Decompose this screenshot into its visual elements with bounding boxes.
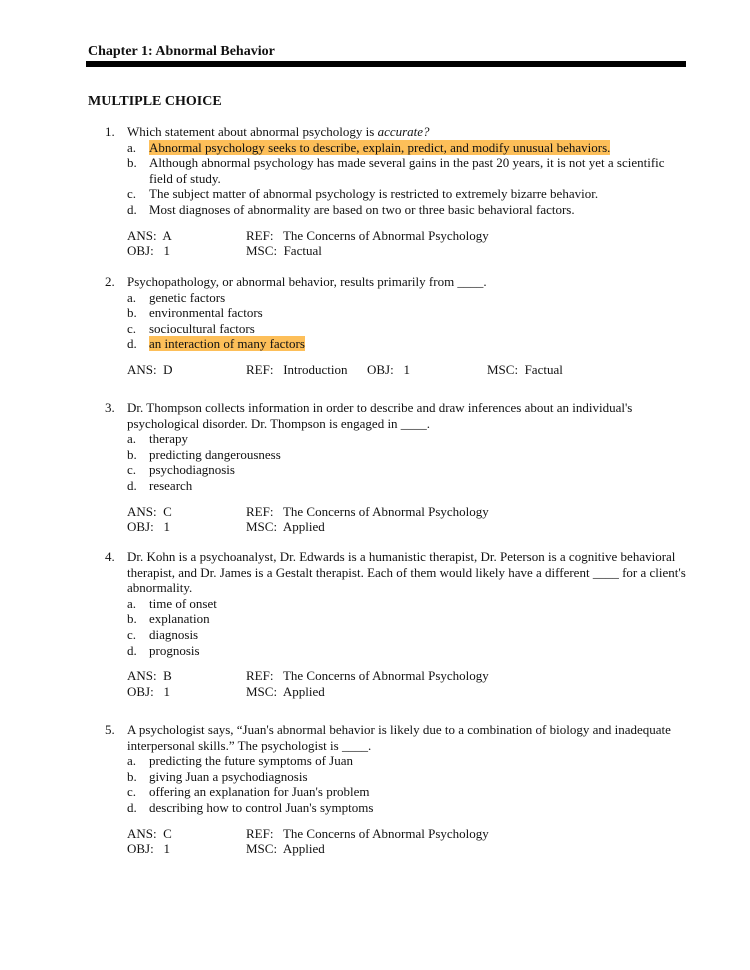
reference: REF: The Concerns of Abnormal Psychology — [246, 503, 489, 519]
option-letter: d. — [127, 477, 137, 493]
objective: OBJ: 1 — [367, 361, 410, 377]
option-c[interactable] — [88, 784, 688, 800]
option-c[interactable] — [88, 186, 688, 202]
option-text: explanation — [149, 611, 210, 627]
option-text: The subject matter of abnormal psychology is restricted to extremely bizarre behavior. — [149, 186, 599, 202]
answer-metadata — [88, 826, 688, 857]
option-a[interactable] — [88, 753, 688, 769]
question-stem-emphasis: accurate? — [377, 124, 430, 139]
option-letter: c. — [127, 320, 137, 336]
option-text: research — [149, 477, 193, 493]
option-letter: d. — [127, 201, 137, 217]
option-text: sociocultural factors — [149, 320, 255, 336]
option-letter: b. — [127, 155, 137, 171]
section-heading: MULTIPLE CHOICE — [88, 94, 222, 109]
answer-key: ANS: B — [127, 668, 172, 684]
option-b[interactable] — [88, 611, 688, 627]
objective: OBJ: 1 — [127, 243, 170, 259]
question-5 — [88, 722, 688, 857]
answer-key: ANS: D — [127, 361, 173, 377]
msc: MSC: Applied — [246, 519, 325, 535]
answer-metadata — [88, 504, 688, 535]
option-letter: d. — [127, 799, 137, 815]
answer-metadata — [88, 668, 688, 699]
option-letter: a. — [127, 289, 137, 305]
objective: OBJ: 1 — [127, 841, 170, 857]
chapter-title: Chapter 1: Abnormal Behavior — [88, 44, 275, 59]
answer-metadata — [88, 362, 688, 378]
question-stem: Psychopathology, or abnormal behavior, results primarily from ____. — [127, 274, 487, 289]
question-1 — [88, 124, 688, 259]
answer-key: ANS: C — [127, 825, 172, 841]
question-stem: Dr. Thompson collects information in order to describe and draw inferences about an individual's psychological disorder. Dr. Thompson is engaged in ____. — [127, 400, 633, 431]
option-letter: b. — [127, 305, 137, 321]
option-a[interactable] — [88, 431, 688, 447]
option-c[interactable] — [88, 627, 688, 643]
option-text: Although abnormal psychology has made several gains in the past 20 years, it is not yet a scientific field of study. — [149, 155, 665, 186]
question-4 — [88, 549, 688, 699]
option-text: therapy — [149, 431, 188, 447]
option-text: describing how to control Juan's symptoms — [149, 799, 374, 815]
option-text-highlighted: an interaction of many factors — [149, 336, 305, 352]
msc: MSC: Applied — [246, 841, 325, 857]
msc: MSC: Applied — [246, 683, 325, 699]
question-stem: Dr. Kohn is a psychoanalyst, Dr. Edwards is a humanistic therapist, Dr. Peterson is a cognitive behavioral therapist, and Dr. James is a Gestalt therapist. Each of them would likely have a different ____ for a client's abnormality. — [127, 549, 686, 596]
question-3 — [88, 400, 688, 535]
option-letter: d. — [127, 336, 137, 352]
option-letter: b. — [127, 446, 137, 462]
question-stem: A psychologist says, “Juan's abnormal behavior is likely due to a combination of biology and inadequate interpersonal skills.” The psychologist is ____. — [127, 722, 671, 753]
option-text: offering an explanation for Juan's problem — [149, 784, 370, 800]
option-letter: b. — [127, 611, 137, 627]
option-text: prognosis — [149, 642, 200, 658]
option-c[interactable] — [88, 462, 688, 478]
header-rule — [86, 61, 686, 67]
reference: REF: The Concerns of Abnormal Psychology — [246, 668, 489, 684]
option-letter: c. — [127, 462, 137, 478]
answer-key: ANS: C — [127, 503, 172, 519]
option-text: Most diagnoses of abnormality are based on two or three basic behavioral factors. — [149, 201, 575, 217]
reference: REF: The Concerns of Abnormal Psychology — [246, 825, 489, 841]
option-text: psychodiagnosis — [149, 462, 235, 478]
answer-key: ANS: A — [127, 227, 172, 243]
option-a[interactable] — [88, 140, 688, 156]
question-number: 3. — [105, 400, 115, 415]
option-letter: c. — [127, 186, 137, 202]
question-number: 4. — [105, 549, 115, 564]
msc: MSC: Factual — [487, 361, 563, 377]
question-number: 2. — [105, 274, 115, 289]
option-text: giving Juan a psychodiagnosis — [149, 768, 308, 784]
option-a[interactable] — [88, 290, 688, 306]
option-b[interactable] — [88, 155, 688, 186]
reference: REF: The Concerns of Abnormal Psychology — [246, 227, 489, 243]
option-letter: c. — [127, 784, 137, 800]
question-number: 1. — [105, 124, 115, 139]
option-letter: b. — [127, 768, 137, 784]
option-text-highlighted: Abnormal psychology seeks to describe, explain, predict, and modify unusual behaviors. — [149, 139, 611, 155]
option-text: time of onset — [149, 595, 217, 611]
option-text: predicting dangerousness — [149, 446, 281, 462]
option-letter: c. — [127, 626, 137, 642]
option-text: environmental factors — [149, 305, 263, 321]
option-letter: a. — [127, 139, 137, 155]
option-letter: a. — [127, 431, 137, 447]
question-stem: Which statement about abnormal psychology is — [127, 124, 378, 139]
option-letter: a. — [127, 753, 137, 769]
option-d[interactable] — [88, 478, 688, 494]
objective: OBJ: 1 — [127, 683, 170, 699]
option-a[interactable] — [88, 596, 688, 612]
option-d[interactable] — [88, 202, 688, 218]
option-d[interactable] — [88, 800, 688, 816]
answer-metadata — [88, 228, 688, 259]
option-b[interactable] — [88, 447, 688, 463]
option-d[interactable] — [88, 643, 688, 659]
reference: REF: Introduction — [246, 361, 348, 377]
option-text: diagnosis — [149, 626, 199, 642]
option-letter: a. — [127, 595, 137, 611]
objective: OBJ: 1 — [127, 519, 170, 535]
option-text: genetic factors — [149, 289, 226, 305]
option-c[interactable] — [88, 321, 688, 337]
option-text: predicting the future symptoms of Juan — [149, 753, 353, 769]
option-b[interactable] — [88, 305, 688, 321]
option-letter: d. — [127, 642, 137, 658]
option-b[interactable] — [88, 769, 688, 785]
question-2 — [88, 274, 688, 378]
question-number: 5. — [105, 722, 115, 737]
option-d[interactable] — [88, 336, 688, 352]
msc: MSC: Factual — [246, 243, 322, 259]
